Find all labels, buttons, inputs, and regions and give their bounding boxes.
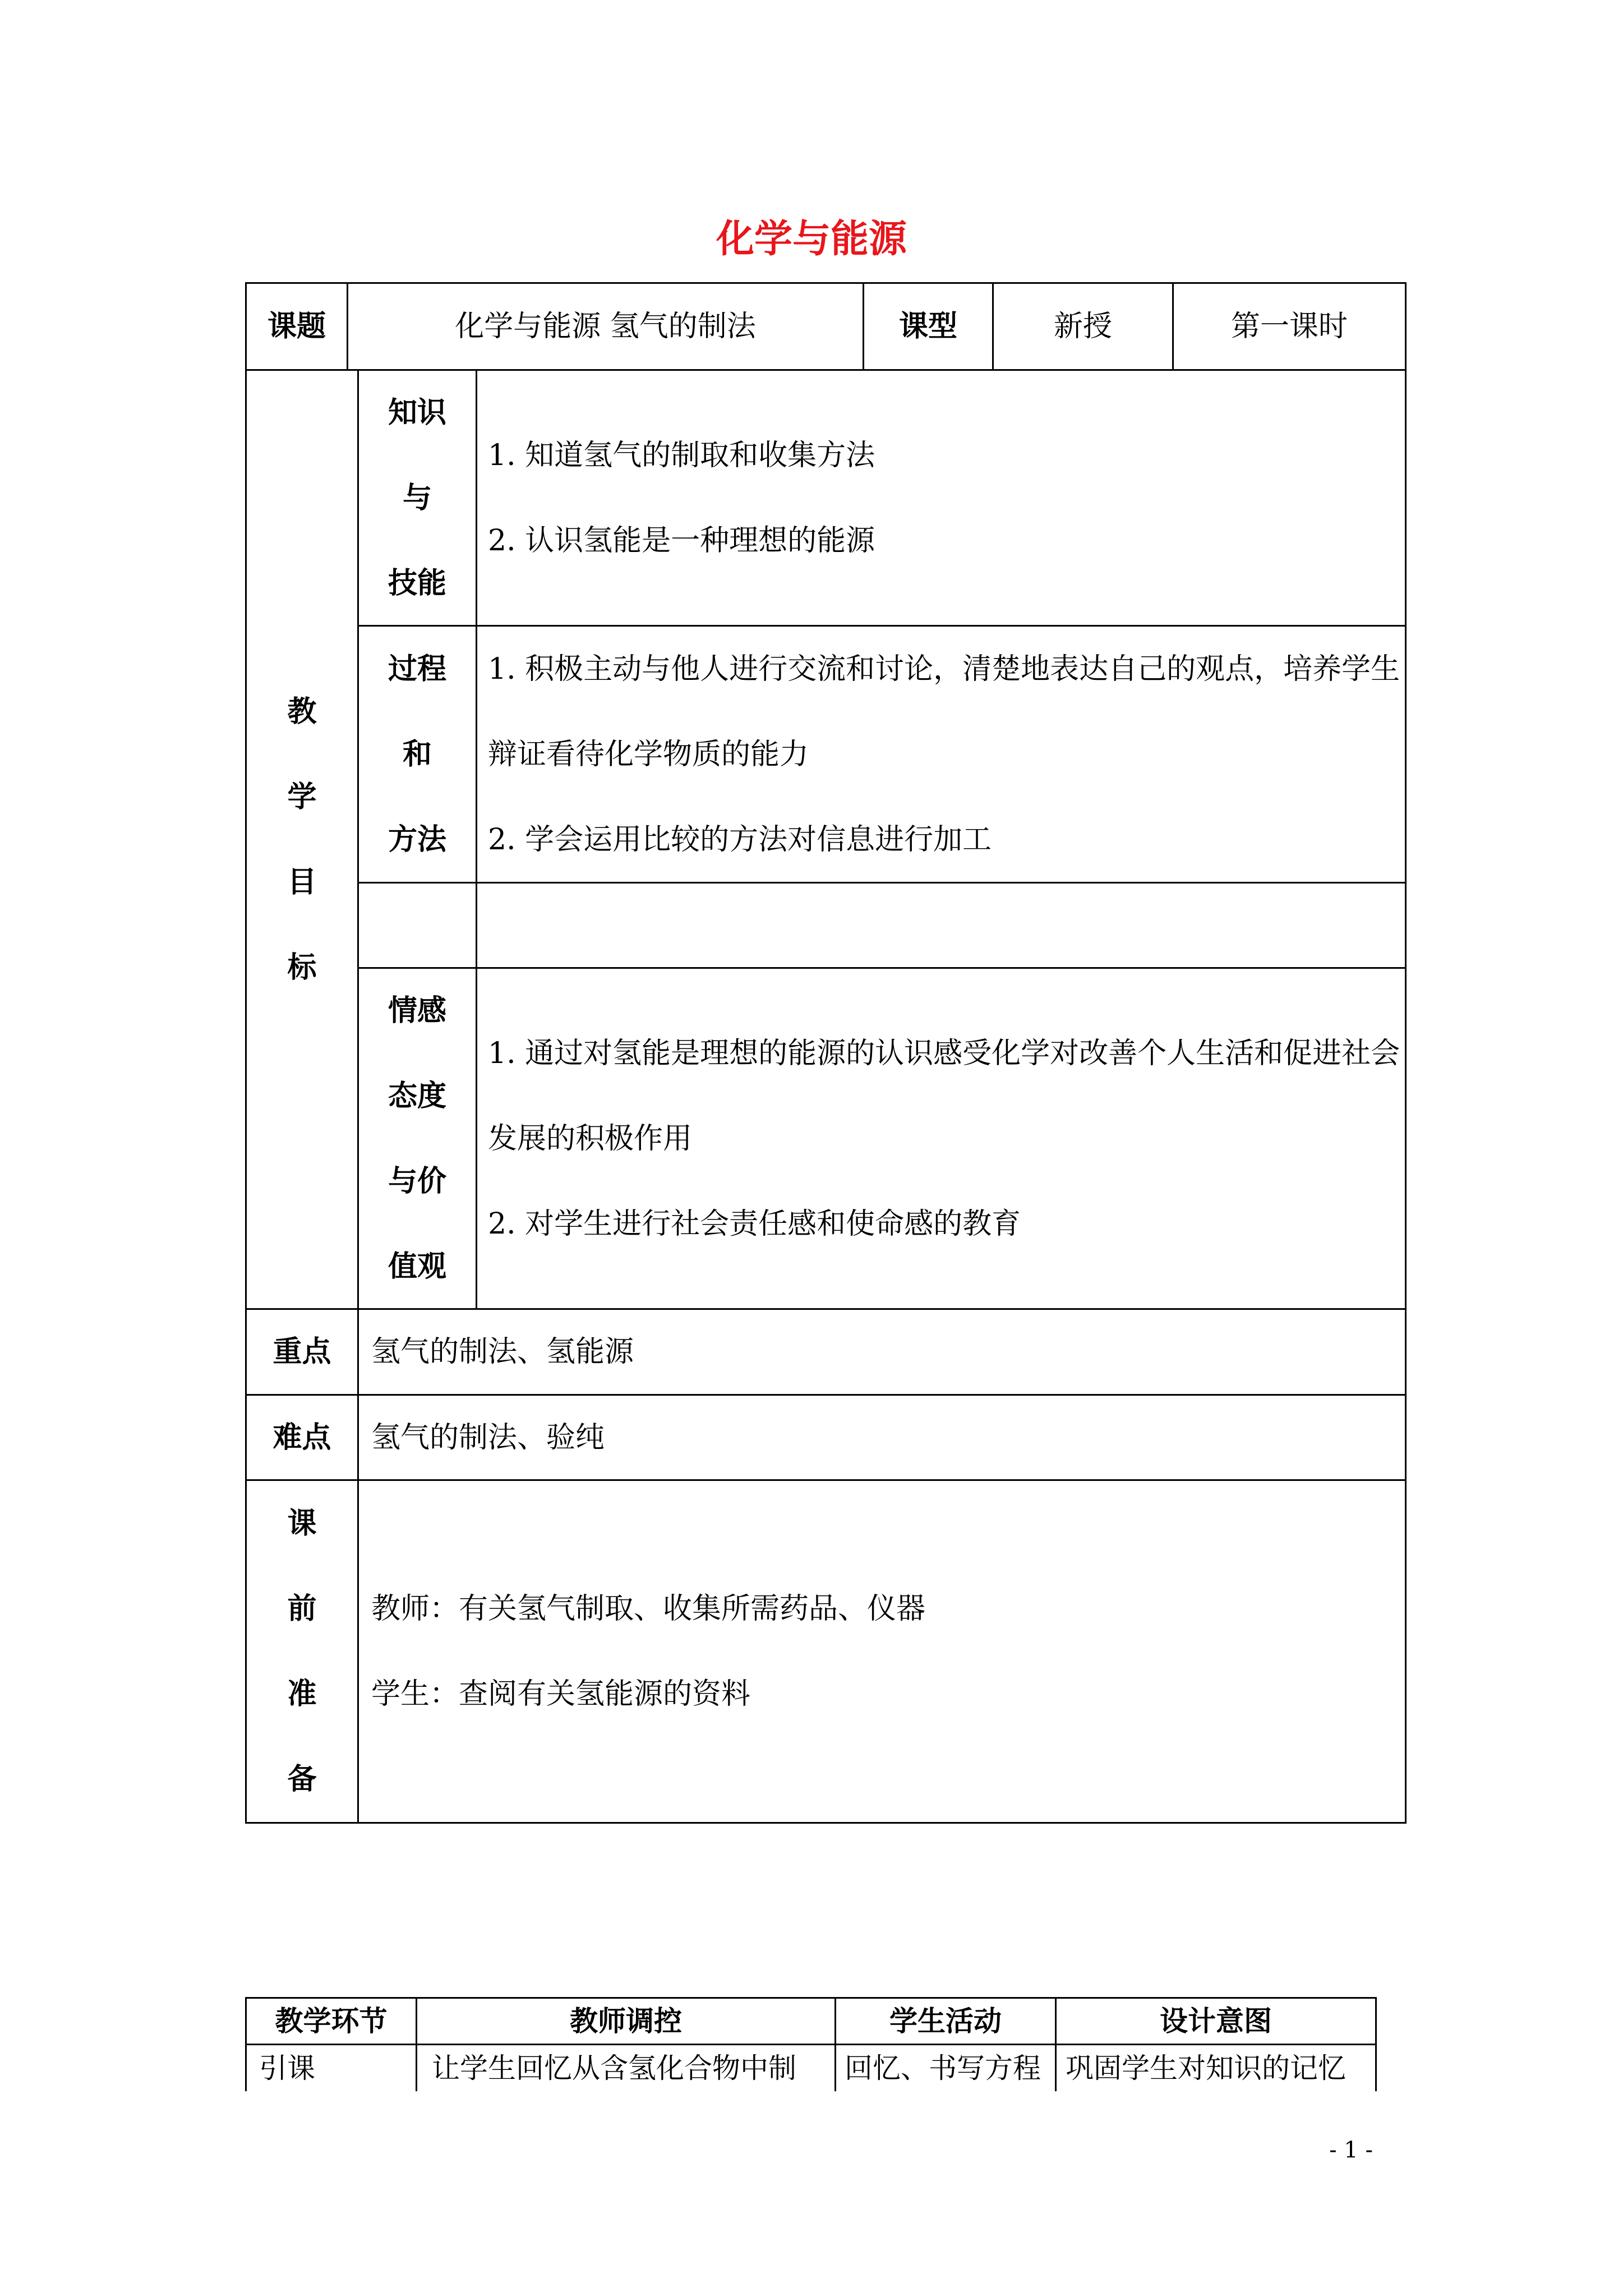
emotion-content: 1. 通过对氢能是理想的能源的认识感受化学对改善个人生活和促进社会 发展的积极作用 2. 对学生进行社会责任感和使命感的教育 [488,1036,1400,1241]
table-row-teacher: 让学生回忆从含氢化合物中制 [432,2052,796,2085]
page-number: - 1 - [1329,2137,1373,2163]
document-title: 化学与能源 [716,217,907,261]
process-header-student: 学生活动 [889,2004,1002,2037]
difficulty-value: 氢气的制法、验纯 [371,1420,605,1455]
difficulty-label: 难点 [273,1420,331,1455]
period-value: 第一课时 [1230,310,1348,343]
table-row-student: 回忆、书写方程 [845,2052,1041,2085]
lesson-plan-table [245,282,1407,1824]
process-header-intent: 设计意图 [1160,2004,1272,2037]
process-header-teacher: 教师调控 [570,2004,682,2037]
preparation-label: 课 前 准 备 [287,1506,317,1796]
key-point-value: 氢气的制法、氢能源 [371,1335,634,1369]
topic-label: 课题 [267,309,326,343]
topic-value: 化学与能源 氢气的制法 [455,310,756,343]
process-label: 过程 和 方法 [388,651,446,857]
process-content: 1. 积极主动与他人进行交流和讨论，清楚地表达自己的观点，培养学生 辩证看待化学物质的能力 2. 学会运用比较的方法对信息进行加工 [488,652,1400,857]
teaching-process-table [245,1997,1377,2091]
preparation-content: 教师：有关氢气制取、收集所需药品、仪器 学生：查阅有关氢能源的资料 [371,1592,926,1711]
knowledge-content: 1. 知道氢气的制取和收集方法 2. 认识氢能是一种理想的能源 [488,438,875,558]
process-header-stage: 教学环节 [275,2004,388,2037]
table-row-intent: 巩固学生对知识的记忆 [1066,2052,1346,2085]
type-value: 新授 [1053,310,1112,343]
emotion-label: 情感 态度 与价 值观 [388,993,446,1283]
knowledge-label: 知识 与 技能 [388,395,446,600]
objectives-label: 教 学 目 标 [287,694,317,984]
type-label: 课型 [898,309,957,343]
table-row-stage: 引课 [259,2052,315,2085]
key-point-label: 重点 [273,1335,331,1369]
